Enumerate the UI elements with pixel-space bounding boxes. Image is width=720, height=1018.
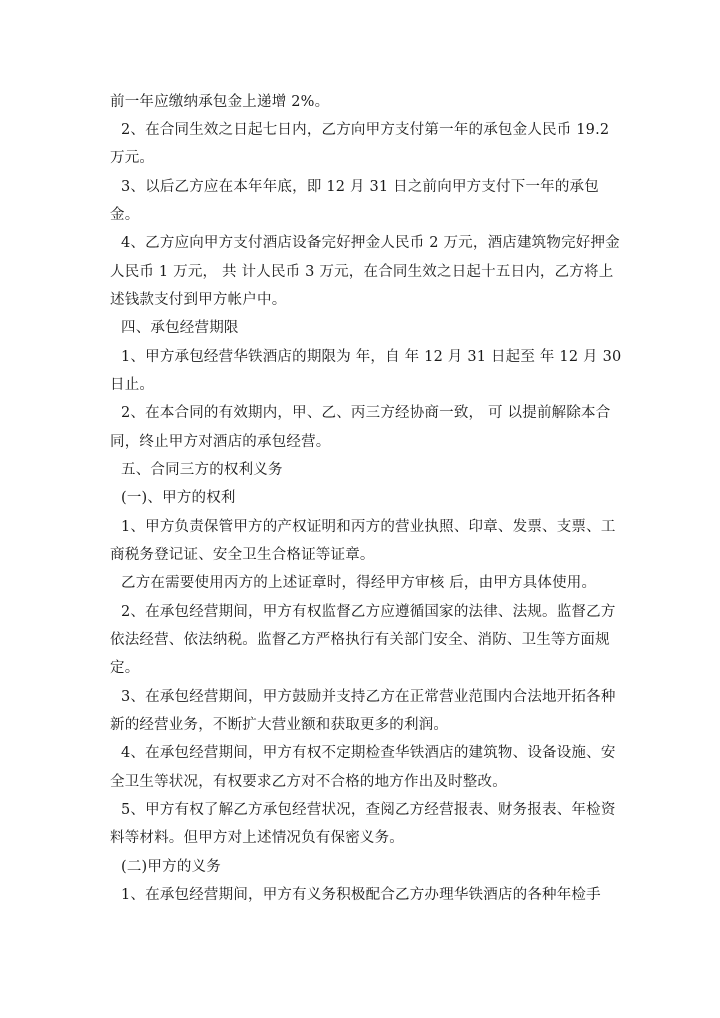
text-line: 5、甲方有权了解乙方承包经营状况，查阅乙方经营报表、财务报表、年检资	[121, 802, 616, 818]
section-heading: 五、合同三方的权利义务	[121, 462, 283, 478]
subsection-heading: (一)、甲方的权利	[121, 490, 236, 506]
text-line: 全卫生等状况，有权要求乙方对不合格的地方作出及时整改。	[110, 774, 507, 790]
text-line: 3、以后乙方应在本年年底，即 12 月 31 日之前向甲方支付下一年的承包	[121, 179, 599, 195]
subsection-heading: (二)甲方的义务	[121, 859, 221, 875]
section-heading: 四、承包经营期限	[121, 320, 239, 336]
text-line: 2、在合同生效之日起七日内，乙方向甲方支付第一年的承包金人民币 19.2	[121, 122, 610, 138]
text-line: 1、在承包经营期间，甲方有义务积极配合乙方办理华铁酒店的各种年检手	[121, 887, 601, 903]
text-line: 新的经营业务，不断扩大营业额和获取更多的利润。	[110, 717, 449, 733]
text-line: 1、甲方承包经营华铁酒店的期限为 年，自 年 12 月 31 日起至 年 12 月 30	[121, 349, 622, 365]
text-line: 乙方在需要使用丙方的上述证章时，得经甲方审核 后，由甲方具体使用。	[121, 575, 597, 591]
text-line: 3、在承包经营期间，甲方鼓励并支持乙方在正常营业范围内合法地开拓各种	[121, 689, 616, 705]
text-line: 商税务登记证、安全卫生合格证等证章。	[110, 547, 375, 563]
text-line: 日止。	[110, 377, 155, 393]
text-line: 同，终止甲方对酒店的承包经营。	[110, 434, 331, 450]
text-line: 4、乙方应向甲方支付酒店设备完好押金人民币 2 万元，酒店建筑物完好押金	[121, 235, 620, 251]
text-line: 依法经营、依法纳税。监督乙方严格执行有关部门安全、消防、卫生等方面规	[110, 632, 610, 648]
text-line: 金。	[110, 207, 140, 223]
text-line: 述钱款支付到甲方帐户中。	[110, 292, 287, 308]
text-line: 2、在承包经营期间，甲方有权监督乙方应遵循国家的法律、法规。监督乙方	[121, 604, 616, 620]
text-line: 人民币 1 万元， 共 计人民币 3 万元，在合同生效之日起十五日内，乙方将上	[110, 264, 614, 280]
text-line: 料等材料。但甲方对上述情况负有保密义务。	[110, 830, 404, 846]
text-line: 4、在承包经营期间，甲方有权不定期检查华铁酒店的建筑物、设备设施、安	[121, 745, 616, 761]
text-line: 2、在本合同的有效期内，甲、乙、丙三方经协商一致， 可 以提前解除本合	[121, 405, 611, 421]
text-line: 1、甲方负责保管甲方的产权证明和丙方的营业执照、印章、发票、支票、工	[121, 519, 616, 535]
text-line: 万元。	[110, 150, 155, 166]
text-line: 前一年应缴纳承包金上递增 2%。	[110, 94, 330, 110]
text-line: 定。	[110, 660, 140, 676]
